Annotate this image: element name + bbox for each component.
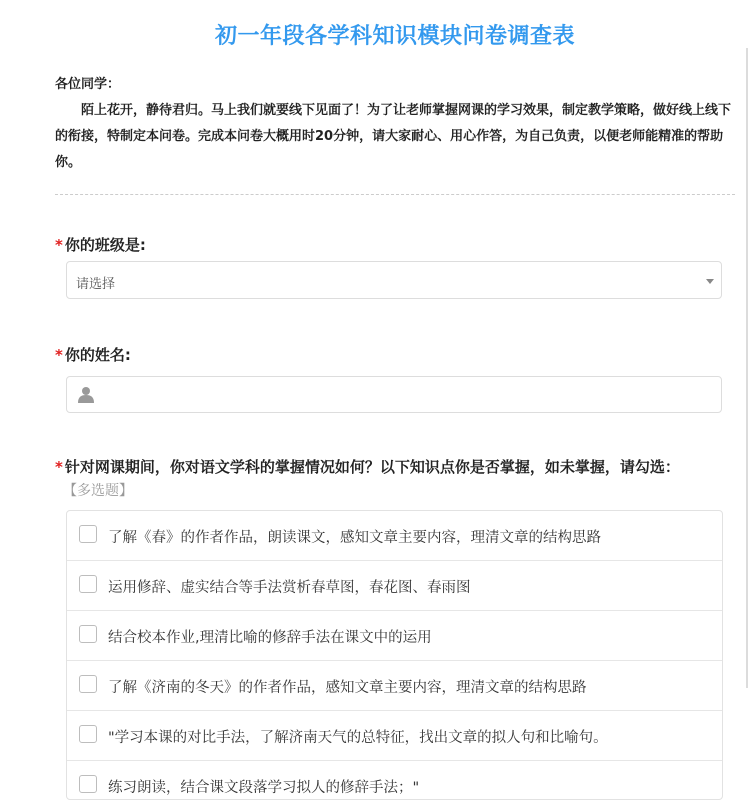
- option-row[interactable]: [67, 611, 722, 661]
- option-checkbox[interactable]: [79, 725, 97, 743]
- chevron-down-icon: [706, 279, 714, 284]
- option-checkbox[interactable]: [79, 675, 97, 693]
- chinese-option-list: [66, 510, 723, 800]
- option-checkbox[interactable]: [79, 525, 97, 543]
- section-divider: [55, 194, 735, 195]
- option-label: 运用修辞、虚实结合等手法赏析春草图，春花图、春雨图: [108, 580, 471, 596]
- option-row[interactable]: [67, 711, 722, 761]
- intro-greeting: 各位同学：: [55, 77, 121, 92]
- required-mark: *: [55, 236, 63, 254]
- multi-select-tag: 【多选题】: [63, 483, 133, 499]
- option-label: 结合校本作业,理清比喻的修辞手法在课文中的运用: [108, 630, 432, 646]
- class-question-label: [55, 234, 146, 255]
- survey-intro: [55, 76, 735, 176]
- name-question-label: [55, 344, 131, 365]
- class-select[interactable]: [66, 261, 722, 299]
- required-mark: *: [55, 458, 63, 476]
- intro-body: 陌上花开，静待君归。马上我们就要线下见面了！为了让老师掌握网课的学习效果，制定教学策略，做好线上线下的衔接，特制定本问卷。完成本问卷大概用时20分钟，请大家耐心、用心作答，为自己负责，以便老师能精准的帮助你。: [55, 103, 732, 170]
- chinese-question-label: [55, 456, 705, 503]
- option-label: 了解《春》的作者作品，朗读课文，感知文章主要内容，理清文章的结构思路: [108, 530, 601, 546]
- option-label: "学习本课的对比手法，了解济南天气的总特征，找出文章的拟人句和比喻句。: [108, 730, 608, 746]
- option-label: 练习朗读，结合课文段落学习拟人的修辞手法；": [108, 780, 420, 796]
- class-select-value: 请选择: [76, 277, 116, 292]
- page-title: 初一年段各学科知识模块问卷调查表: [214, 24, 575, 49]
- option-label: 了解《济南的冬天》的作者作品，感知文章主要内容，理清文章的结构思路: [108, 680, 587, 696]
- option-checkbox[interactable]: [79, 575, 97, 593]
- option-checkbox[interactable]: [79, 625, 97, 643]
- option-row[interactable]: [67, 511, 722, 561]
- name-question-text: 你的姓名:: [64, 346, 131, 364]
- name-input[interactable]: [66, 376, 722, 413]
- option-checkbox[interactable]: [79, 775, 97, 793]
- required-mark: *: [55, 346, 63, 364]
- user-icon: [78, 386, 94, 403]
- class-question-text: 你的班级是:: [64, 236, 146, 254]
- option-row[interactable]: [67, 661, 722, 711]
- chinese-question-text: 针对网课期间，你对语文学科的掌握情况如何？以下知识点你是否掌握，如未掌握，请勾选：: [64, 458, 680, 476]
- option-row[interactable]: [67, 561, 722, 611]
- option-row[interactable]: [67, 761, 722, 800]
